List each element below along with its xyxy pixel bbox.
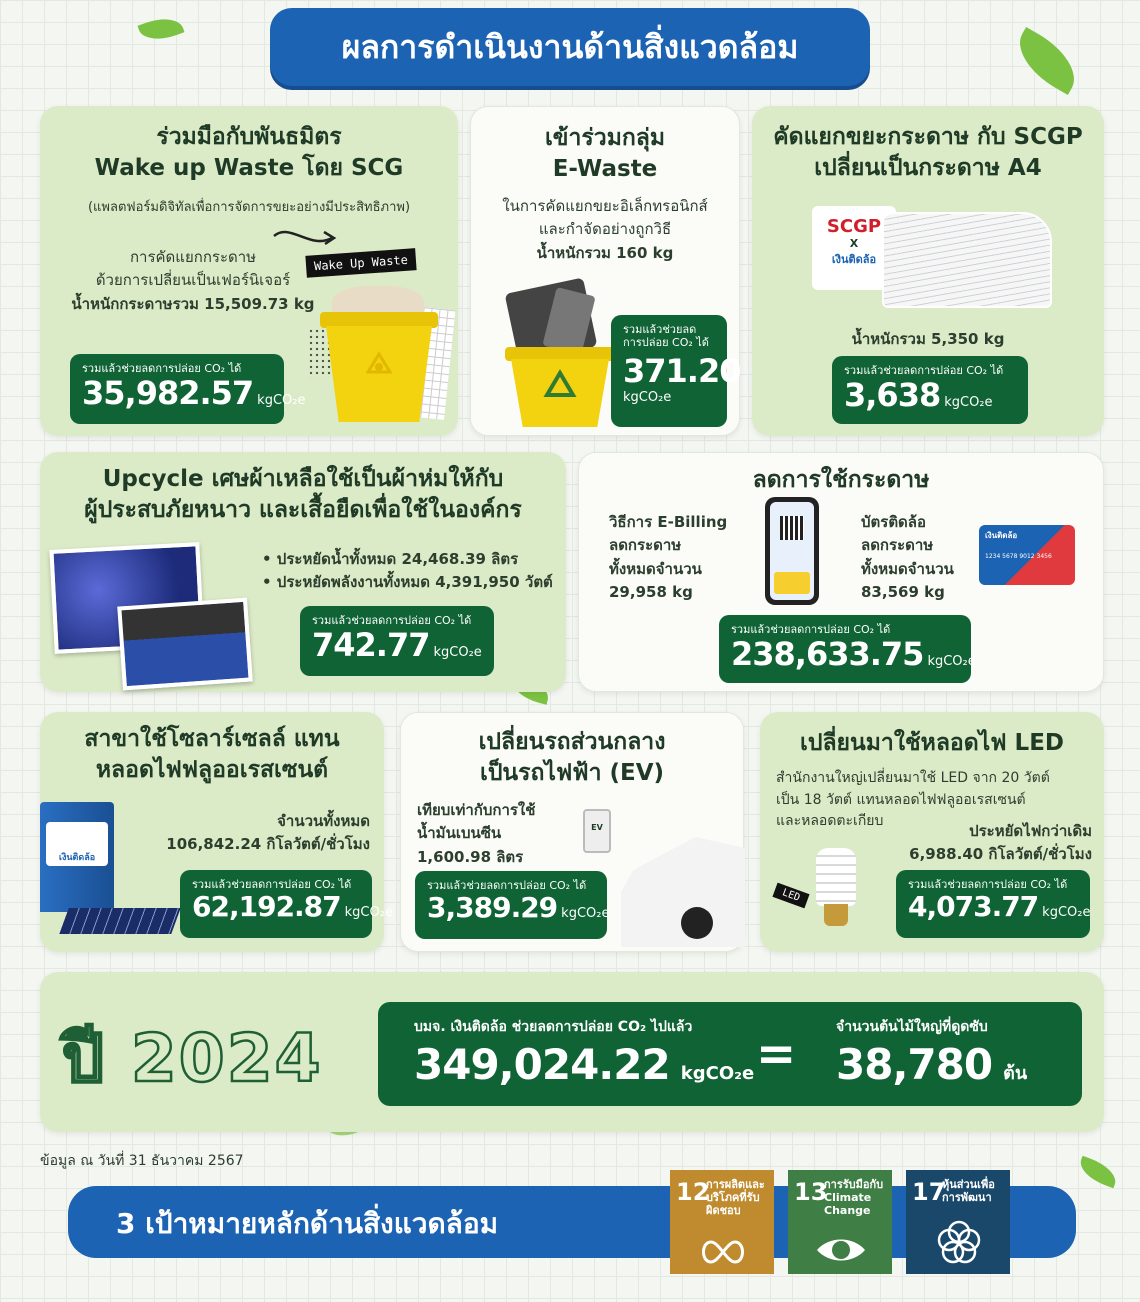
year-label: ปี 2024 bbox=[62, 1020, 323, 1097]
text-line: บัตรติดล้อ bbox=[861, 513, 927, 531]
card-title-line1: เข้าร่วมกลุ่ม bbox=[544, 125, 666, 151]
text-line: ในการคัดแยกขยะอิเล็กทรอนิกส์ bbox=[502, 197, 708, 215]
summary-panel bbox=[40, 972, 1104, 1132]
co2-label: รวมแล้วช่วยลดการปล่อย CO₂ ได้ bbox=[908, 878, 1068, 891]
co2-value: 3,638 bbox=[844, 376, 941, 415]
co2-unit: kgCO₂e bbox=[344, 905, 393, 921]
co2-label: รวมแล้วช่วยลดการปล่อย CO₂ ได้ bbox=[312, 614, 472, 627]
led-bulb-icon bbox=[816, 848, 856, 906]
infinity-icon bbox=[697, 1238, 749, 1266]
sdg-number: 17 bbox=[912, 1178, 946, 1206]
card-title-line2: เปลี่ยนเป็นกระดาษ A4 bbox=[814, 155, 1042, 182]
card-title-line2: เป็นรถไฟฟ้า (EV) bbox=[479, 760, 665, 787]
sign-brand: เงินติดล้อ bbox=[46, 822, 108, 866]
sdg-13-tile bbox=[788, 1170, 892, 1274]
phone-ebilling-illustration bbox=[765, 497, 819, 605]
co2-value: 4,073.77 bbox=[908, 890, 1039, 924]
wake-up-waste-tag: Wake Up Waste bbox=[305, 248, 416, 278]
leaf-decoration bbox=[1076, 1156, 1120, 1188]
page-title: ผลการดำเนินงานด้านสิ่งแวดล้อม bbox=[270, 8, 870, 86]
card-title-line1: ร่วมมือกับพันธมิตร bbox=[156, 124, 342, 150]
card-title-line2: Wake up Waste โดย SCG bbox=[94, 155, 404, 182]
co2-stat bbox=[415, 871, 610, 939]
sdg-name: หุ้นส่วนเพื่อการพัฒนา bbox=[942, 1178, 995, 1205]
text-line-bold: น้ำหนักรวม 5,350 kg bbox=[851, 330, 1005, 348]
co2-value: 3,389.29 bbox=[427, 891, 558, 925]
sdg-name: การผลิตและบริโภคที่รับผิดชอบ bbox=[706, 1178, 765, 1218]
scgp-logo: SCGP bbox=[826, 216, 882, 237]
text-line: ประหยัดไฟกว่าเดิม bbox=[969, 822, 1092, 840]
co2-stat bbox=[70, 354, 306, 424]
card-title: ลดการใช้กระดาษ bbox=[752, 467, 930, 493]
co2-label: รวมแล้วช่วยลดการปล่อย CO₂ ได้ bbox=[192, 878, 352, 891]
text-line: 29,958 kg bbox=[609, 582, 693, 601]
sdg-name: การรับมือกับ Climate Change bbox=[824, 1178, 884, 1218]
co2-label: รวมแล้วช่วยลดการปล่อย CO₂ ได้ bbox=[731, 623, 891, 636]
paper-stack-illustration bbox=[882, 212, 1052, 308]
trees-unit: ต้น bbox=[1003, 1063, 1028, 1084]
card-title-line1: สาขาใช้โซลาร์เซลล์ แทน bbox=[84, 726, 340, 752]
co2-total-unit: kgCO₂e bbox=[680, 1063, 755, 1084]
card-e-waste bbox=[470, 106, 740, 436]
co2-label: รวมแล้วช่วยลดการปล่อย CO₂ ได้ bbox=[82, 362, 242, 375]
text-line: น้ำมันเบนซีน bbox=[417, 824, 502, 843]
text-line: การคัดแยกกระดาษ bbox=[129, 248, 257, 266]
card-ev bbox=[400, 712, 744, 952]
trees-value: 38,780 bbox=[836, 1040, 993, 1089]
bulb-base bbox=[824, 904, 848, 926]
co2-label: รวมแล้วช่วยลดการปล่อย CO₂ ได้ bbox=[844, 364, 1004, 377]
recycle-icon bbox=[360, 350, 398, 388]
card-title-line2: ผู้ประสบภัยหนาว และเสื้อยืดเพื่อใช้ในองค์กร bbox=[84, 497, 522, 524]
co2-value: 742.77 bbox=[312, 626, 430, 665]
blankets-photo bbox=[117, 598, 253, 691]
ev-charger-illustration bbox=[583, 809, 611, 853]
bullet-water: • ประหยัดน้ำทั้งหมด 24,468.39 ลิตร bbox=[262, 550, 519, 568]
co2-unit: kgCO₂e bbox=[623, 390, 672, 406]
text-line: 1,600.98 ลิตร bbox=[417, 847, 524, 866]
branch-building-illustration bbox=[40, 802, 114, 912]
charger-label: EV bbox=[591, 823, 603, 832]
co2-stat bbox=[719, 615, 976, 683]
card-wake-up-waste bbox=[40, 106, 458, 436]
eye-earth-icon bbox=[815, 1234, 867, 1266]
sdg-17-tile bbox=[906, 1170, 1010, 1274]
text-line: ทั้งหมดจำนวน bbox=[609, 559, 702, 578]
equals-sign: = bbox=[756, 1026, 797, 1082]
co2-unit: kgCO₂e bbox=[561, 906, 610, 922]
recycle-icon bbox=[541, 369, 579, 407]
card-paper-reduction bbox=[578, 452, 1104, 692]
bin-lid bbox=[505, 347, 615, 361]
card-upcycle bbox=[40, 452, 566, 692]
trees-label: จำนวนต้นไม้ใหญ่ที่ดูดซับ bbox=[836, 1019, 988, 1035]
card-solar bbox=[40, 712, 393, 952]
co2-stat bbox=[180, 870, 393, 938]
credit-card-illustration bbox=[979, 525, 1075, 585]
curved-arrow-icon bbox=[270, 224, 340, 254]
co2-total-value: 349,024.22 bbox=[414, 1040, 670, 1089]
logo-x: X bbox=[849, 237, 859, 250]
co2-label: รวมแล้วช่วยลด การปล่อย CO₂ ได้ bbox=[623, 323, 709, 350]
co2-total-label: บมจ. เงินติดล้อ ช่วยลดการปล่อย CO₂ ไปแล้ว bbox=[414, 1019, 693, 1035]
co2-value: 62,192.87 bbox=[192, 890, 341, 924]
text-line: เทียบเท่ากับการใช้ bbox=[417, 801, 536, 819]
co2-value: 238,633.75 bbox=[731, 635, 924, 674]
co2-label: รวมแล้วช่วยลดการปล่อย CO₂ ได้ bbox=[427, 879, 587, 892]
card-led bbox=[760, 712, 1104, 952]
text-line: และหลอดตะเกียบ bbox=[776, 813, 884, 830]
goals-banner-text: 3 เป้าหมายหลักด้านสิ่งแวดล้อม bbox=[116, 1207, 499, 1240]
text-line: เป็น 18 วัตต์ แทนหลอดไฟฟลูออเรสเซนต์ bbox=[776, 791, 1026, 808]
solar-panel-illustration bbox=[59, 908, 180, 934]
text-line: วิธีการ E-Billing bbox=[609, 513, 728, 531]
co2-stat bbox=[896, 870, 1090, 938]
text-line: ลดกระดาษ bbox=[609, 536, 682, 555]
co2-stat bbox=[832, 356, 1028, 424]
ev-car-illustration bbox=[621, 837, 745, 947]
qr-code-icon bbox=[780, 516, 804, 540]
co2-stat bbox=[300, 606, 494, 676]
text-line: จำนวนทั้งหมด bbox=[277, 812, 370, 830]
card-brand: เงินติดล้อ bbox=[985, 531, 1018, 540]
brand-logo: เงินติดล้อ bbox=[831, 253, 877, 266]
bin-lid bbox=[320, 312, 438, 328]
led-tag: LED bbox=[772, 883, 809, 909]
phone-banner bbox=[774, 572, 810, 594]
card-number: 1234 5678 9012 3456 bbox=[985, 553, 1052, 560]
card-title: เปลี่ยนมาใช้หลอดไฟ LED bbox=[800, 730, 1064, 756]
text-line: ทั้งหมดจำนวน bbox=[861, 559, 954, 578]
text-line: ด้วยการเปลี่ยนเป็นเฟอร์นิเจอร์ bbox=[95, 271, 291, 290]
leaf-decoration bbox=[1007, 27, 1087, 95]
card-title-line1: Upcycle เศษผ้าเหลือใช้เป็นผ้าห่มให้กับ bbox=[102, 466, 504, 492]
text-line: ลดกระดาษ bbox=[861, 536, 934, 555]
text-line: 6,988.40 กิโลวัตต์/ชั่วโมง bbox=[909, 845, 1092, 864]
text-line: และกำจัดอย่างถูกวิธี bbox=[538, 220, 672, 239]
card-title-line2: หลอดไฟฟลูออเรสเซนต์ bbox=[95, 757, 329, 784]
card-title-line1: คัดแยกขยะกระดาษ กับ SCGP bbox=[773, 124, 1083, 150]
sdg-12-tile bbox=[670, 1170, 774, 1274]
co2-unit: kgCO₂e bbox=[927, 654, 976, 670]
data-date-note: ข้อมูล ณ วันที่ 31 ธันวาคม 2567 bbox=[40, 1153, 244, 1169]
co2-unit: kgCO₂e bbox=[944, 395, 993, 411]
text-line-bold: น้ำหนักรวม 160 kg bbox=[536, 243, 674, 262]
sdg-number: 12 bbox=[676, 1178, 710, 1206]
summary-stat bbox=[378, 1002, 1082, 1106]
card-title-line2: E-Waste bbox=[552, 156, 658, 183]
co2-unit: kgCO₂e bbox=[257, 393, 306, 409]
co2-unit: kgCO₂e bbox=[433, 645, 482, 661]
text-line: 83,569 kg bbox=[861, 582, 945, 601]
card-subtitle: (แพลตฟอร์มดิจิทัลเพื่อการจัดการขยะอย่างมีประสิทธิภาพ) bbox=[87, 200, 411, 215]
co2-value: 35,982.57 bbox=[82, 374, 254, 413]
text-line: 106,842.24 กิโลวัตต์/ชั่วโมง bbox=[166, 835, 370, 854]
text-line: สำนักงานใหญ่เปลี่ยนมาใช้ LED จาก 20 วัตต์ bbox=[776, 770, 1050, 786]
co2-stat bbox=[611, 315, 741, 427]
card-title-line1: เปลี่ยนรถส่วนกลาง bbox=[478, 729, 666, 755]
sdg-number: 13 bbox=[794, 1178, 828, 1206]
co2-unit: kgCO₂e bbox=[1042, 905, 1091, 921]
leaf-decoration bbox=[138, 11, 185, 46]
co2-value: 371.20 bbox=[623, 352, 741, 391]
text-line-bold: น้ำหนักกระดาษรวม 15,509.73 kg bbox=[71, 294, 315, 313]
partnership-rings-icon bbox=[933, 1218, 985, 1266]
card-scgp bbox=[752, 106, 1104, 436]
bullet-energy: • ประหยัดพลังงานทั้งหมด 4,391,950 วัตต์ bbox=[262, 573, 553, 592]
